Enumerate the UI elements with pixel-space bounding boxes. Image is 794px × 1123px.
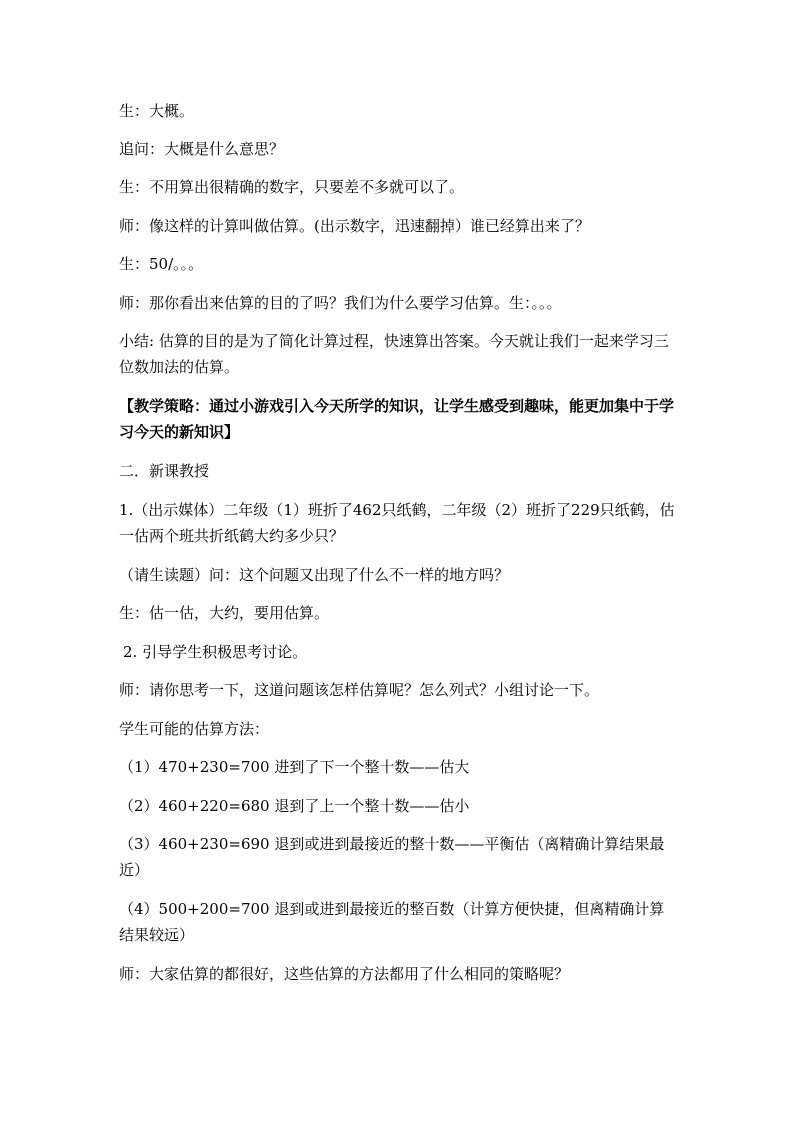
paragraph-11: （请生读题）问：这个问题又出现了什么不一样的地方吗？ — [119, 566, 510, 584]
method-1: （1）470+230=700 进到了下一个整十数——估大 — [119, 758, 470, 776]
paragraph-12: 生：估一估，大约，要用估算。 — [119, 604, 330, 622]
paragraph-6: 师：那你看出来估算的目的了吗？我们为什么要学习估算。生：。。。 — [119, 294, 562, 312]
section-heading: 二．新课教授 — [119, 462, 210, 480]
paragraph-3: 生：不用算出很精确的数字，只要差不多就可以了。 — [119, 178, 465, 196]
paragraph-2: 追问：大概是什么意思？ — [119, 140, 285, 158]
paragraph-4: 师：像这样的计算叫做估算。(出示数字，迅速翻掉）谁已经算出来了？ — [119, 217, 590, 235]
problem-statement: 1.（出示媒体）二年级（1）班折了462只纸鹤，二年级（2）班折了229只纸鹤，估一估两个班共折纸鹤大约多少只？ — [119, 501, 675, 545]
method-3: （3）460+230=690 退到或进到最接近的整十数——平衡估（离精确计算结果最近） — [119, 835, 665, 879]
summary-paragraph: 小结: 估算的目的是为了简化计算过程，快速算出答案。今天就让我们一起来学习三位数加法的估算。 — [119, 332, 669, 376]
paragraph-5: 生：50/。。。 — [119, 255, 204, 273]
paragraph-20: 师：大家估算的都很好，这些估算的方法都用了什么相同的策略呢？ — [119, 965, 570, 983]
paragraph-13: 2. 引导学生积极思考讨论。 — [123, 643, 308, 661]
paragraph-15: 学生可能的估算方法： — [119, 720, 270, 738]
method-2: （2）460+220=680 退到了上一个整十数——估小 — [119, 797, 470, 815]
teaching-strategy-note: 【教学策略：通过小游戏引入今天所学的知识，让学生感受到趣味，能更加集中于学习今天的新知识】 — [119, 397, 675, 441]
method-4: （4）500+200=700 退到或进到最接近的整百数（计算方便快捷，但离精确计算结果较远） — [119, 900, 665, 944]
paragraph-1: 生：大概。 — [119, 102, 195, 120]
paragraph-14: 师：请你思考一下，这道问题该怎样估算呢？怎么列式？小组讨论一下。 — [119, 681, 600, 699]
